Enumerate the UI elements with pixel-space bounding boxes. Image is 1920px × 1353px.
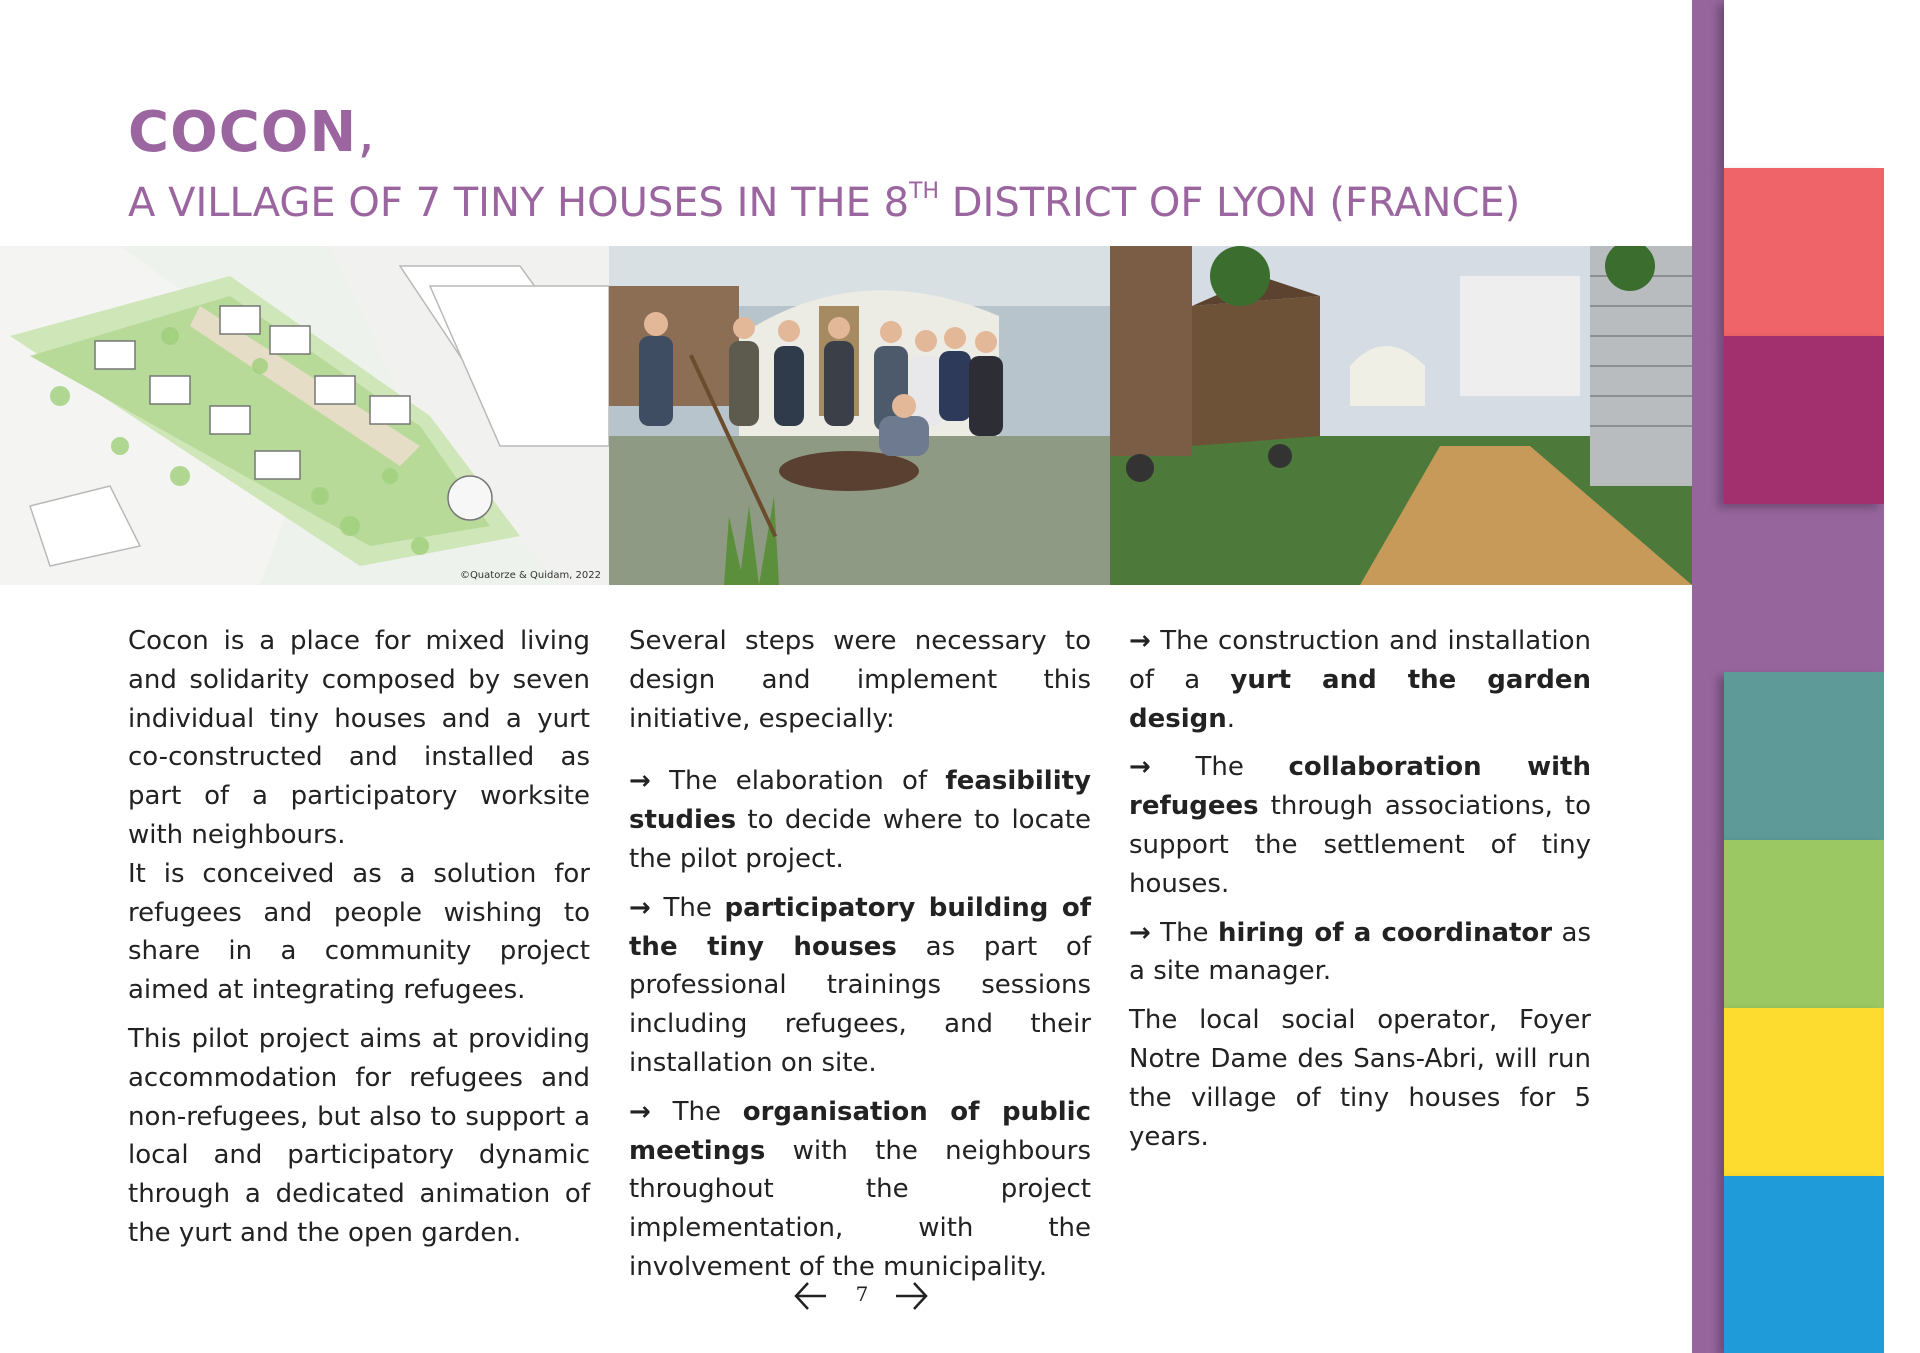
title-text: COCON xyxy=(128,100,358,165)
subtitle-superscript: TH xyxy=(909,179,940,204)
step-text: The construction and installation of a xyxy=(1129,626,1591,695)
step-highlight: hiring of a coordinator xyxy=(1217,917,1553,948)
section-tab-green[interactable] xyxy=(1724,840,1884,1008)
subtitle-part-1: A VILLAGE OF 7 TINY HOUSES IN THE 8 xyxy=(128,180,910,226)
steps-intro: Several steps were necessary to design and implement this initiative, especially: xyxy=(629,626,1091,734)
page-number: 7 xyxy=(855,1282,869,1306)
text-column-3 xyxy=(1129,622,1591,1166)
step-text: as a site manager. xyxy=(1129,917,1591,987)
section-tab-white[interactable] xyxy=(1724,0,1884,168)
text-column-1 xyxy=(128,622,590,1263)
tiny-houses-photo xyxy=(1110,246,1692,585)
concept-paragraph: It is conceived as a solution for refugees and people wishing to share in a community project aimed at integrating refugees. xyxy=(128,858,590,1006)
step-coordinator xyxy=(1129,914,1591,992)
step-highlight: feasibility studies xyxy=(629,766,1091,836)
step-text: to decide where to locate the pilot project. xyxy=(629,805,1091,874)
previous-page-button[interactable] xyxy=(792,1278,830,1314)
step-text: with the neighbours throughout the project implementation, with the involvement of the municipality. xyxy=(629,1135,1091,1282)
step-text: as part of professional trainings sessions including refugees, and their installation on site. xyxy=(629,931,1091,1078)
section-tab-yellow[interactable] xyxy=(1724,1008,1884,1176)
step-highlight: organisation of public meetings xyxy=(629,1096,1091,1166)
step-feasibility xyxy=(629,762,1091,878)
text-column-2 xyxy=(629,622,1091,1297)
step-yurt-garden xyxy=(1129,622,1591,738)
step-text: . xyxy=(1226,703,1236,734)
arrow-right-icon: → xyxy=(1129,917,1151,948)
site-plan-illustration xyxy=(0,246,609,585)
arrow-right-icon: → xyxy=(629,766,651,797)
section-tab-blue[interactable] xyxy=(1724,1176,1884,1353)
step-highlight: participatory building of the tiny houses xyxy=(629,892,1092,962)
step-highlight: yurt and the garden design xyxy=(1129,664,1591,734)
step-text: The xyxy=(1150,917,1218,948)
intro-paragraph: Cocon is a place for mixed living and solidarity composed by seven individual tiny houses and a yurt co-constructed and installed as part of a participatory worksite with neighbours. xyxy=(128,626,590,850)
arrow-left-icon xyxy=(792,1278,830,1314)
section-tab-coral[interactable] xyxy=(1724,168,1884,336)
arrow-right-icon: → xyxy=(629,1096,651,1127)
page-subtitle xyxy=(128,178,1520,228)
section-tab-magenta[interactable] xyxy=(1724,336,1884,504)
arrow-right-icon: → xyxy=(629,892,651,923)
step-highlight: collaboration with refugees xyxy=(1129,752,1591,822)
page-navigation xyxy=(792,1278,932,1318)
step-text: The xyxy=(650,1096,743,1127)
photo-credit: ©Quatorze & Quidam, 2022 xyxy=(459,570,601,581)
step-public-meetings xyxy=(629,1093,1091,1287)
arrow-right-icon: → xyxy=(1129,752,1151,783)
step-participatory-building xyxy=(629,889,1091,1083)
step-text: through associations, to support the settlement of tiny houses. xyxy=(1129,791,1591,899)
page-edge xyxy=(1884,0,1920,1353)
arrow-right-icon: → xyxy=(1129,626,1151,656)
step-text: The xyxy=(650,892,725,923)
step-text: The xyxy=(1150,752,1289,783)
page-title xyxy=(128,98,376,168)
next-page-button[interactable] xyxy=(892,1278,930,1314)
title-comma: , xyxy=(357,100,377,165)
closing-paragraph: The local social operator, Foyer Notre Dame des Sans-Abri, will run the village of tiny houses for 5 years. xyxy=(1129,1005,1591,1152)
arrow-right-icon xyxy=(892,1278,930,1314)
step-text: The elaboration of xyxy=(650,766,946,797)
aims-paragraph: This pilot project aims at providing accommodation for refugees and non-refugees, but also to support a local and participatory dynamic through a dedicated animation of the yurt and the open garden. xyxy=(128,1023,590,1248)
step-collaboration xyxy=(1129,748,1591,903)
section-tab-teal[interactable] xyxy=(1724,672,1884,840)
subtitle-part-2: DISTRICT OF LYON (FRANCE) xyxy=(939,180,1521,226)
group-photo xyxy=(609,246,1110,585)
